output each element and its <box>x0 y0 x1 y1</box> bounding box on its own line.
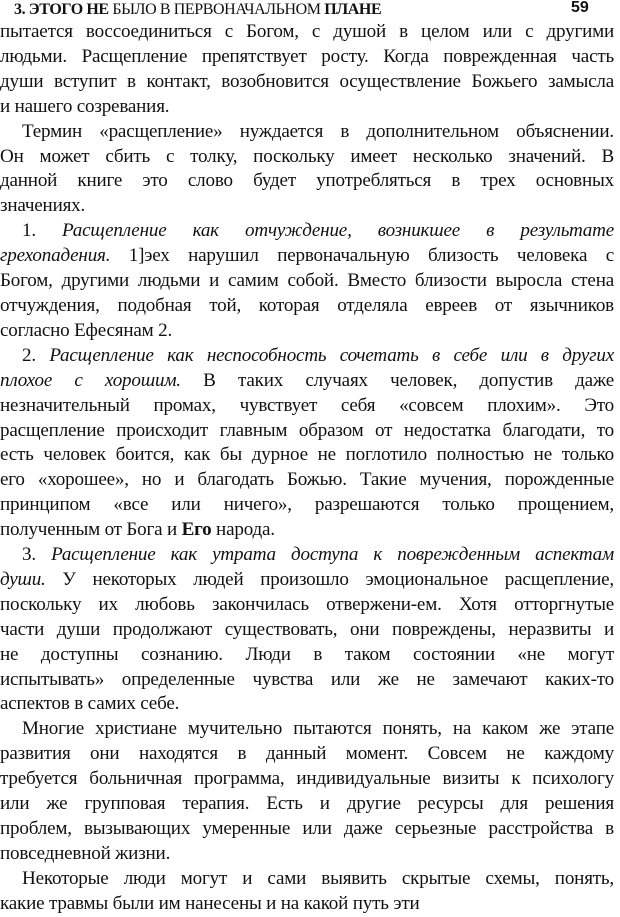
text-line: расщепление происходит главным образом от недостатка благодати, то <box>0 419 614 441</box>
text-run: 1]эех нарушил первоначальную близость человека с <box>110 245 614 267</box>
text-line: согласно Ефесянам 2. <box>0 319 173 341</box>
paragraph-christians <box>0 717 614 866</box>
text-run: В таких случаях человек, допустив даже <box>180 369 614 391</box>
paragraph-meaning-3 <box>0 543 614 717</box>
text-line: проблем, вызывающих умеренные или даже серьезные расстройства в <box>0 818 614 839</box>
text-run: полученным от Бога и <box>0 519 182 541</box>
text-line: поскольку их любовь закончилась отвержени-ем. Хотя отторгнутые <box>0 593 614 615</box>
text-line: повседневной жизни. <box>0 842 171 864</box>
text-line: какие травмы были им нанесены и на какой путь эти <box>0 892 420 914</box>
text-line: отчуждения, подобная той, которая отделяла евреев от язычников <box>0 294 614 316</box>
text-line <box>0 543 614 568</box>
text-line: души вступит в контакт, возобновится осуществление Божьего замысла <box>0 70 614 92</box>
body-text <box>0 20 614 917</box>
chapter-title <box>14 1 381 19</box>
text-line: Термин «расщепление» нуждается в дополнительном объяснении. <box>22 120 614 142</box>
italic-definition: души. <box>0 568 46 590</box>
text-line: Некоторые люди могут и сами выявить скрытые схемы, понять, <box>22 867 614 889</box>
text-run: У некоторых людей произошло эмоциональное расщепление, <box>45 568 614 590</box>
list-number: 3. <box>22 544 52 566</box>
italic-definition: плохое с хорошим. <box>0 369 181 391</box>
page-number: 59 <box>571 0 589 16</box>
italic-definition: Расщепление как отчуждение, возникшее в результате <box>62 220 614 242</box>
text-line: принципом «все или ничего», разрешаются только прощением, <box>0 494 614 516</box>
text-line <box>0 369 614 394</box>
chapter-title-mid: БЫЛО В ПЕРВОНАЧАЛЬНОМ <box>112 1 325 18</box>
paragraph-continuation <box>0 20 614 120</box>
text-line <box>0 244 614 269</box>
text-line: значениях. <box>0 195 86 217</box>
chapter-title-prefix: 3. ЭТОГО НЕ <box>14 1 113 18</box>
bold-word: Его <box>181 519 212 541</box>
paragraph-some-people <box>0 867 614 917</box>
paragraph-meaning-2 <box>0 344 614 543</box>
text-line: требуется больничная программа, индивидуальные визиты к психологу <box>0 768 614 790</box>
text-run: народа. <box>211 519 275 541</box>
text-line: людьми. Расщепление препятствует росту. Когда поврежденная часть <box>0 45 614 67</box>
text-line <box>0 344 614 369</box>
list-number: 2. <box>22 344 50 366</box>
text-line: Богом, другими людьми и самим собой. Вместо близости выросла стена <box>0 270 614 292</box>
text-line: или же групповая терапия. Есть и другие ресурсы для решения <box>0 793 614 815</box>
text-line: Многие христиане мучительно пытаются понять, на каком же этапе <box>22 718 614 740</box>
text-line <box>0 219 614 244</box>
paragraph-meaning-1 <box>0 219 614 344</box>
text-line: развития они находятся в данный момент. Совсем не каждому <box>0 743 614 765</box>
text-line: испытывать» определенные чувства или же не замечают каких-то <box>0 668 614 690</box>
text-line: пытается воссоединиться с Богом, с душой в целом или с другими <box>0 21 614 42</box>
text-line: есть человек боится, как бы дурное не поглотило полностью не только <box>0 444 614 466</box>
italic-definition: грехопадения. <box>0 245 111 267</box>
chapter-title-suffix: ПЛАНЕ <box>324 1 382 18</box>
text-line: данной книге это слово будет употребляться в трех основных <box>0 170 614 192</box>
text-line <box>0 518 614 543</box>
text-line: части души продолжают существовать, они повреждены, неразвиты и <box>0 618 614 640</box>
italic-definition: Расщепление как утрата доступа к поврежденным аспектам <box>51 544 614 566</box>
text-line: незначительный промах, чувствует себя «совсем плохим». Это <box>0 394 614 416</box>
paragraph-term <box>0 120 614 220</box>
text-line: аспектов в самих себе. <box>0 693 180 715</box>
list-number: 1. <box>22 220 63 242</box>
text-line: Он может сбить с толку, поскольку имеет несколько значений. В <box>0 145 614 167</box>
running-head <box>0 1 620 21</box>
text-line <box>0 568 614 593</box>
text-line: не доступны сознанию. Люди в таком состоянии «не могут <box>0 643 614 665</box>
text-line: и нашего созревания. <box>0 95 170 117</box>
italic-definition: Расщепление как неспособность сочетать в себе или в других <box>49 344 614 366</box>
text-line: его «хорошее», но и благодать Божью. Такие мучения, порожденные <box>0 469 614 491</box>
